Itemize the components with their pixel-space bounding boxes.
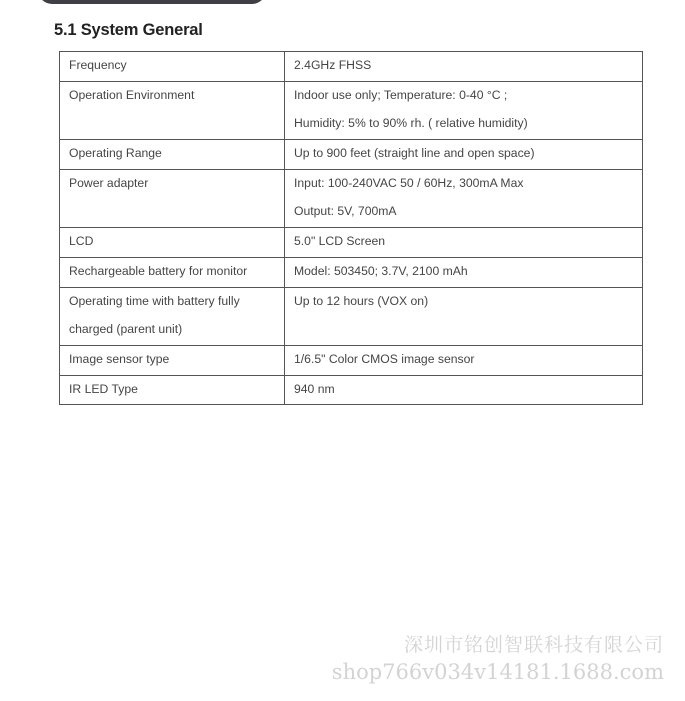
spec-value-line: Humidity: 5% to 90% rh. ( relative humidity) [294, 116, 528, 131]
spec-value-line: Model: 503450; 3.7V, 2100 mAh [294, 263, 468, 278]
spec-value-line: 2.4GHz FHSS [294, 58, 372, 72]
spec-value-line: Up to 12 hours (VOX on) [294, 293, 429, 308]
spec-label [60, 140, 285, 170]
spec-label [60, 257, 285, 287]
spec-label-line: Operating time with battery fully [69, 293, 240, 308]
spec-label-line: LCD [69, 234, 94, 249]
spec-value [285, 257, 643, 287]
spec-value [285, 140, 643, 170]
spec-value-line: Indoor use only; Temperature: 0-40 °C ; [294, 87, 508, 102]
spec-value-line: 5.0" LCD Screen [294, 234, 386, 249]
spec-value-line: 940 nm [294, 381, 335, 396]
table-row [60, 169, 643, 227]
spec-label-line: IR LED Type [69, 381, 138, 396]
spec-value-line: Output: 5V, 700mA [294, 204, 397, 219]
spec-value [285, 81, 643, 139]
spec-label-line: Rechargeable battery for monitor [69, 263, 248, 278]
table-row [60, 287, 643, 345]
spec-value [285, 345, 643, 375]
spec-label-line: charged (parent unit) [69, 322, 183, 337]
spec-value [285, 169, 643, 227]
spec-value [285, 375, 643, 405]
spec-label [60, 375, 285, 405]
table-row [60, 140, 643, 170]
spec-value [285, 287, 643, 345]
spec-label [60, 228, 285, 258]
spec-value-line: Input: 100-240VAC 50 / 60Hz, 300mA Max [294, 175, 524, 190]
spec-label-line: Power adapter [69, 175, 149, 190]
spec-value-line: 1/6.5" Color CMOS image sensor [294, 351, 475, 366]
spec-label [60, 52, 285, 82]
watermark-company: 深圳市铭创智联科技有限公司 [403, 635, 664, 656]
spec-value [285, 228, 643, 258]
spec-label [60, 169, 285, 227]
spec-value-line: Up to 900 feet (straight line and open space) [294, 146, 535, 161]
spec-table [59, 51, 643, 405]
spec-label-line: Frequency [69, 58, 127, 72]
spec-value [285, 52, 643, 82]
table-row [60, 257, 643, 287]
table-row [60, 345, 643, 375]
spec-label-line: Image sensor type [69, 351, 170, 366]
table-row [60, 81, 643, 139]
watermark-shop-url: shop766v034v14181.1688.com [331, 660, 664, 684]
header-tab-bar [38, 0, 266, 4]
table-row [60, 375, 643, 405]
spec-label [60, 345, 285, 375]
section-title: 5.1 System General [54, 21, 203, 39]
spec-label [60, 81, 285, 139]
spec-label-line: Operating Range [69, 146, 162, 161]
spec-label [60, 287, 285, 345]
table-row [60, 228, 643, 258]
spec-label-line: Operation Environment [69, 87, 195, 102]
table-row [60, 52, 643, 82]
